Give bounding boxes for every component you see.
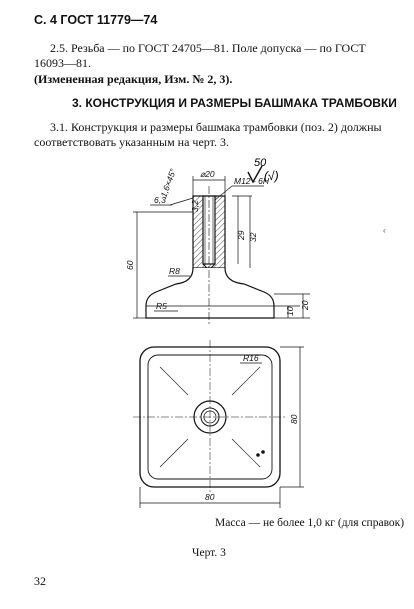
page-header: С. 4 ГОСТ 11779—74 — [34, 13, 158, 27]
edition-note: (Измененная редакция, Изм. № 2, 3). — [34, 72, 233, 86]
dim-32: 3,2 — [190, 200, 200, 212]
dim-R16: R16 — [243, 353, 259, 363]
dim-chamfer: 1,6×45° — [158, 167, 179, 199]
roughness-symbol-text: (√) — [264, 169, 279, 183]
dim-80-bottom: 80 — [205, 492, 215, 502]
page-number: 32 — [34, 574, 46, 588]
mass-note: Масса — не более 1,0 кг (для справок) — [215, 517, 405, 529]
dim-63: 6,3 — [154, 195, 166, 205]
margin-mark: ‹ — [383, 226, 386, 235]
plan-view — [133, 340, 287, 494]
para-2-5-line2: 16093—81. — [34, 56, 91, 70]
para-3-1-line1: 3.1. Конструкция и размеры башмака трамбовки (поз. 2) должны — [50, 120, 382, 134]
dim-thread: M12 - 6H — [234, 176, 269, 186]
dim-10: 10 — [285, 306, 295, 316]
dim-60: 60 — [125, 260, 135, 270]
dim-29: 29 — [236, 230, 246, 240]
para-3-1-line2: соответствовать указанным на черт. 3. — [34, 135, 229, 149]
dim-80-side: 80 — [289, 414, 299, 424]
dim-R5: R5 — [156, 301, 167, 311]
dim-20: 20 — [300, 300, 310, 310]
figure-caption: Черт. 3 — [192, 547, 226, 559]
section-heading: 3. КОНСТРУКЦИЯ И РАЗМЕРЫ БАШМАКА ТРАМБОВКИ — [72, 96, 397, 110]
roughness-value: 50 — [254, 157, 267, 169]
dim-32v: 32 — [248, 232, 258, 242]
dim-R8: R8 — [169, 266, 180, 276]
dim-dia20: ⌀20 — [200, 169, 215, 179]
para-2-5-line1: 2.5. Резьба — по ГОСТ 24705—81. Поле допуска — по ГОСТ — [50, 41, 366, 55]
